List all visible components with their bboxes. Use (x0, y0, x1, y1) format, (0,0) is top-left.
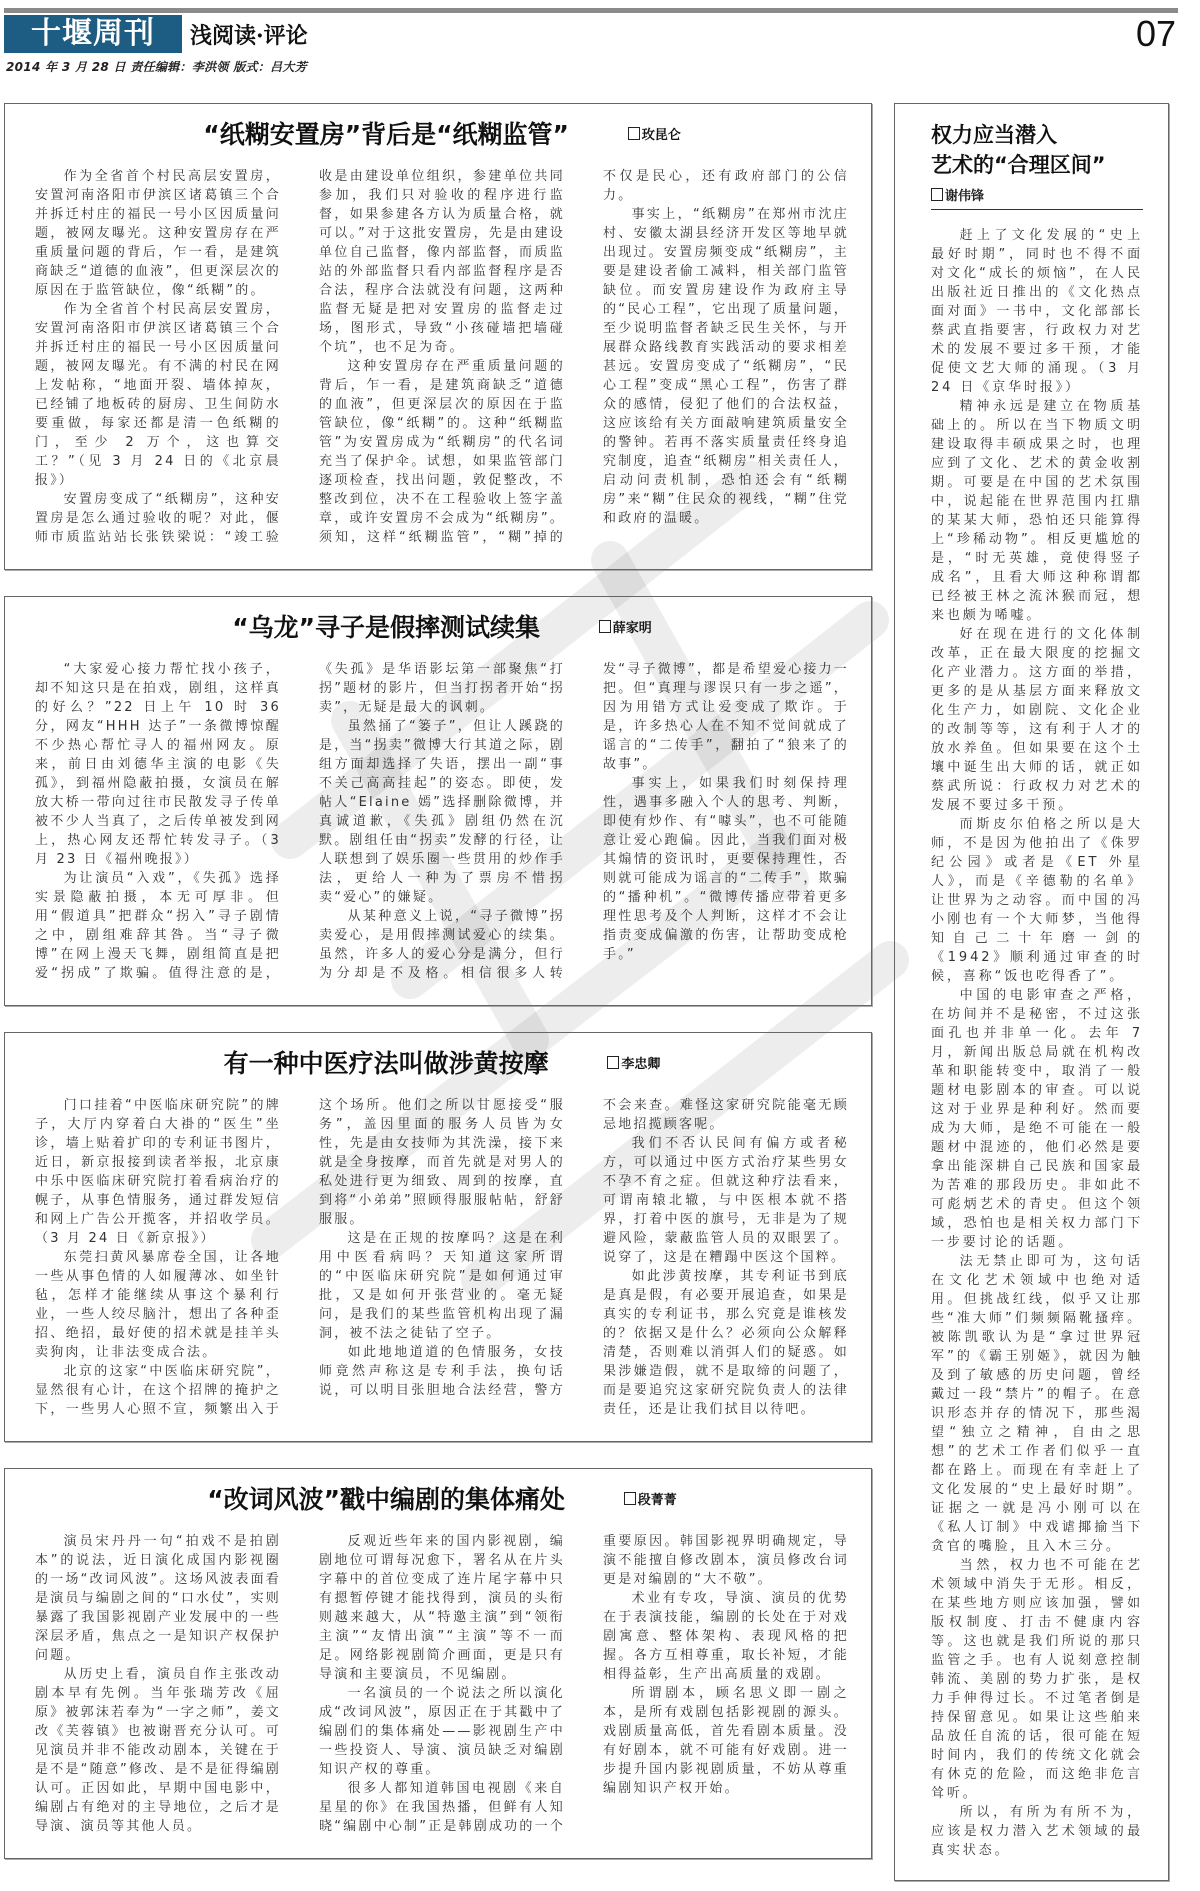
article-paragraph: 这是在正规的按摩吗？这是在利用中医看病吗？天知道这家所谓的“中医临床研究院”是如何通过审批，又是如何开张营业的。毫无疑问，是我们的某些监管机构出现了漏洞，被不法之徒钻了空子。 (319, 1231, 565, 1341)
article-paragraph: 所谓剧本，顾名思义即一剧之本，是所有戏剧包括影视剧的源头。戏剧质量高低，首先看剧本质量。没有好剧本，就不可能有好戏剧。进一步提升国内影视剧质量，不妨从尊重编剧知识产权开始。 (603, 1686, 849, 1796)
sidebar-paragraph: 精神永远是建立在物质基础上的。所以在当下物质文明建设取得丰硕成果之时，也理应到了文化、艺术的黄金收割期。可要是在中国的艺术氛围中，说起能在世界范围内扛鼎的某某大师，恐怕还只能算得上“珍稀动物”。相反更尴尬的是，“时无英雄，竟使得竖子成名”，且看大师这种称谓都已经被王林之流沐猴而冠，想来也颇为唏嘘。 (931, 399, 1143, 623)
sidebar-paragraph: 中国的电影审查之严格，在坊间并不是秘密，不过这张面孔也并非单一化。去年 7 月，新闻出版总局就在机构改革和职能转变中，取消了一般题材电影剧本的审查。可以说这对于业界是种利好。然而要成为大师，是绝不可能在一般题材中混迹的，他们必然是要拿出能深耕自己民族和国家最为苦难的那段历史。非如此不可彪炳艺术的青史。但这个领域，恐怕也是相关权力部门下一步要讨论的话题。 (931, 988, 1143, 1250)
article-paragraph: 为让演员“入戏”，《失孤》选择实景隐蔽拍摄，本无可厚非。但用“假道具”把群众“拐入”寻子剧情之中，剧组难辞其咎。当“寻子微博”在网上漫天飞舞，剧组简直是把爱“拐成”了欺骗。值得注意的是，《失孤》是华语影坛第一部聚焦“打拐”题材的影片，但当打拐者开始“拐卖”，无疑是最大的讽刺。 (35, 662, 565, 981)
author-name: 段菁菁 (637, 1493, 677, 1508)
section-name: 浅阅读·评论 (190, 23, 308, 49)
article-body (35, 1532, 849, 1836)
article-tcm-massage (4, 1032, 872, 1442)
sidebar-paragraph: 而斯皮尔伯格之所以是大师，不是因为他拍出了《侏罗纪公园》或者是《ET 外星人》，而是《辛德勒的名单》让世界为之动容。而中国的冯小刚也有一个大师梦，当他得知自己二十年磨一剑的《1942》顺利通过审查的时候，喜称“饭也吃得香了”。 (931, 817, 1143, 984)
article-body (35, 167, 849, 547)
article-title (35, 611, 849, 646)
sidebar-byline (931, 188, 1143, 210)
article-paragraph: 北京的这家“中医临床研究院”，显然很有心计，在这个招牌的掩护之下，一些男人心照不宣，频繁出入于这个场所。他们之所以甘愿接受“服务”，盖因里面的服务人员皆为女性，先是由女技师为其洗澡，接下来就是全身按摩，而首先就是对男人的私处进行更为细致、周到的按摩，直到将“小弟弟”照顾得服服帖帖，舒舒服服。 (35, 1098, 565, 1417)
newspaper-logo: 十堰周刊 (4, 15, 182, 53)
article-stack (4, 103, 872, 1869)
article-script-dispute (4, 1468, 872, 1859)
sidebar-paragraph: 法无禁止即可为，这句话在文化艺术领域中也绝对适用。但挑战红线，似乎又让那些“准大师”们频频隔靴搔痒。被陈凯歌认为是“拿过世界冠军”的《霸王别姬》，就因为触及到了敏感的历史问题，曾经戴过一段“禁片”的帽子。在意识形态并存的情况下，那些渴望“独立之精神，自由之思想”的艺术工作者们似乎一直都在路上。而现在有幸赶上了文化发展的“史上最好时期”。证据之一就是冯小刚可以在《私人订制》中戏谑揶揄当下贪官的嘴脸，且入木三分。 (931, 1254, 1143, 1554)
article-paragraph: 从历史上看，演员自作主张改动剧本早有先例。当年张瑞芳改《屈原》被郭沫若奉为“一字之师”，姜文改《芙蓉镇》也被谢晋充分认可。可见演员并非不能改动剧本，关键在于是不是“随意”修改、是不是征得编剧认可。正因如此，早期中国电影中，编剧占有绝对的主导地位，之后才是导演、演员等其他人员。 (35, 1667, 281, 1834)
sidebar-headline-line1: 权力应当潜入 (931, 123, 1057, 147)
article-paragraph: 事实上，“纸糊房”在郑州市沈庄村、安徽太湖县经济开发区等地早就出现过。安置房频变成“纸糊房”，主要是建设者偷工减料，相关部门监管缺位。而安置房建设作为政府主导的“民心工程”，它出现了质量问题，至少说明监督者缺乏民生关怀，与开展群众路线教育实践活动的要求相差甚远。安置房变成了“纸糊房”，“民心工程”变成“黑心工程”，伤害了群众的感情，侵犯了他们的合法权益，这应该给有关方面敲响建筑质量安全的警钟。若再不落实质量责任终身追究制度，追查“纸糊房”相关责任人，启动问责机制，恐怕还会有“纸糊房”来“糊”住民众的视线，“糊”住党和政府的温暖。 (603, 207, 849, 526)
article-paragraph: 从某种意义上说，“寻子微博”拐卖爱心，是用假摔测试爱心的续集。虽然，许多人的爱心分是满分，但行为分却是不及格。相信很多人转发“寻子微博”，都是希望爱心接力一把。但“真理与谬误只有一步之遥”，因为用错方式让爱变成了欺诈。于是，许多热心人在不知不觉间就成了谣言的“二传手”，翻拍了“狼来了的故事”。 (319, 662, 849, 981)
author-name: 谢伟锋 (945, 189, 985, 204)
sidebar-body (931, 226, 1143, 1860)
article-title (35, 1047, 849, 1082)
article-byline (599, 621, 652, 636)
article-paragraph: 这种安置房存在严重质量问题的背后，乍一看，是建筑商缺乏“道德的血液”，但更深层次的原因在于监管缺位，像“纸糊”的。这种“纸糊监管”为安置房成为“纸糊房”的代名词充当了保护伞。试想，如果监管部门逐项检查，找出问题，敦促整改，不整改到位，决不在工程验收上签字盖章，或许安置房不会成为“纸糊房”。须知，这样“纸糊监管”，“糊”掉的不仅是民心，还有政府部门的公信力。 (319, 169, 849, 545)
article-paragraph: 一名演员的一个说法之所以演化成“改词风波”，原因正在于其戳中了编剧们的集体痛处——影视剧生产中一些投资人、导演、演员缺乏对编剧知识产权的尊重。 (319, 1686, 565, 1777)
article-paragraph: 很多人都知道韩国电视剧《来自星星的你》在我国热播，但鲜有人知晓“编剧中心制”正是韩剧成功的一个重要原因。韩国影视界明确规定，导演不能擅自修改剧本，演员修改台词更是对编剧的“大不敬”。 (319, 1534, 849, 1834)
article-paragraph: 东莞扫黄风暴席卷全国，让各地一些从事色情的人如履薄冰、如坐针毡，怎样才能继续从事这个暴利行业，一些人绞尽脑汁，想出了各种歪招、绝招，最好使的招术就是挂羊头卖狗肉，让非法变成合法。 (35, 1250, 281, 1360)
article-headline: “纸糊安置房”背后是“纸糊监管” (203, 120, 569, 149)
sidebar-headline-line2: 艺术的“合理区间” (931, 153, 1106, 177)
article-paragraph: 我们不否认民间有偏方或者秘方，可以通过中医方式治疗某些男女不孕不育之症。但就这种疗法看来，可谓南辕北辙，与中医根本就不搭界，打着中医的旗号，无非是为了规避风险，蒙蔽监管人员的双眼罢了。说穿了，这是在糟蹋中医这个国粹。 (603, 1136, 849, 1265)
sidebar-paragraph: 赶上了文化发展的“史上最好时期”，同时也不得不面对文化“成长的烦恼”，在人民出版社近日推出的《文化热点面对面》一书中，文化部部长蔡武直指要害，行政权力对艺术的发展不要过多干预，才能促使文艺大师的涌现。（3 月 24 日《京华时报》） (931, 228, 1143, 395)
byline-square-icon (931, 188, 943, 201)
article-paragraph: 作为全省首个村民高层安置房，安置河南洛阳市伊滨区诸葛镇三个合并拆迁村庄的福民一号小区因质量问题，被网友曝光。有不满的村民在网上发帖称，“地面开裂、墙体掉灰，已经铺了地板砖的厨房、卫生间防水要重做，每家还都是清一色纸糊的门，至少 2 万个，这也算交工？”（见 3 月 24 日的《北京晨报》） (35, 302, 281, 488)
byline-square-icon (628, 127, 640, 140)
article-paragraph: 如此涉黄按摩，其专利证书到底是真是假，有必要开展追查，如果是真实的专利证书，那么究竟是谁核发的？依据又是什么？必须向公众解释清楚，否则难以消弭人们的疑惑。如果涉嫌造假，就不是取缔的问题了，而是要追究这家研究院负责人的法律责任，还是让我们拭目以待吧。 (603, 1269, 849, 1417)
byline-square-icon (607, 1056, 619, 1069)
author-name: 薛家明 (612, 621, 652, 636)
article-paragraph: 如此地地道道的色情服务，女技师竟然声称这是专利手法，换句话说，可以明目张胆地合法经营，警方不会来查。难怪这家研究院能毫无顾忌地招揽顾客呢。 (319, 1098, 849, 1398)
masthead-rule (4, 8, 1178, 13)
page-number: 07 (1135, 13, 1176, 54)
sidebar-article (894, 103, 1169, 1881)
article-byline (607, 1057, 660, 1072)
article-paragraph: 事实上，如果我们时刻保持理性，遇事多融入个人的思考、判断，即使有炒作、有“噱头”，也不可能随意让爱心跑偏。因此，当我们面对极其煽情的资讯时，更要保持理性，否则就可能成为谣言的“二传手”，欺骗的“播种机”。“微博传播应带着更多理性思考及个人判断，这样才不会让指责变成偏激的伤害，让帮助变成枪手。” (603, 776, 849, 962)
author-name: 李忠卿 (621, 1057, 661, 1072)
article-paper-housing (4, 103, 872, 570)
author-name: 玫昆仑 (641, 128, 681, 143)
article-paragraph: 演员宋丹丹一句“拍戏不是拍剧本”的说法，近日演化成国内影视圈的一场“改词风波”。这场风波表面看是演员与编剧之间的“口水仗”，实则暴露了我国影视剧产业发展中的一些深层矛盾，焦点之一是知识产权保护问题。 (35, 1534, 281, 1663)
sidebar-paragraph: 好在现在进行的文化体制改革，正在最大限度的挖掘文化产业潜力。这方面的举措，更多的是从基层方面来释放文化生产力，如剧院、文化企业的改制等等，这有利于人才的放水养鱼。但如果要在这个土壤中诞生出大师的话，就正如蔡武所说：行政权力对艺术的发展不要过多干预。 (931, 627, 1143, 813)
article-title (35, 118, 849, 153)
article-byline (624, 1493, 677, 1508)
article-headline: 有一种中医疗法叫做涉黄按摩 (223, 1049, 549, 1078)
sidebar-paragraph: 当然，权力也不可能在艺术领域中消失于无形。相反，在某些地方则应该加强，譬如版权制度、打击不健康内容等。这也就是我们所说的那只监管之手。也有人说刻意控制韩流、美剧的势力扩张，是权力手伸得过长。不过笔者倒是持保留意见。如果让这些舶来品放任自流的话，很可能在短时间内，我们的传统文化就会有休克的危险，而这绝非危言耸听。 (931, 1558, 1143, 1801)
article-body (35, 660, 849, 983)
sidebar-headline (931, 120, 1143, 180)
article-byline (628, 128, 681, 143)
article-fake-child-search (4, 596, 872, 1006)
article-paragraph: 作为全省首个村民高层安置房，安置河南洛阳市伊滨区诸葛镇三个合并拆迁村庄的福民一号小区因质量问题，被网友曝光。这种安置房存在严重质量问题的背后，乍一看，是建筑商缺乏“道德的血液”，但更深层次的原因在于监管缺位，像“纸糊”的。 (35, 169, 281, 298)
article-paragraph: 门口挂着“中医临床研究院”的牌子，大厅内穿着白大褂的“医生”坐诊，墙上贴着扩印的专利证书图片，近日，新京报接到读者举报，北京康中乐中医临床研究院打着看病治疗的幌子，从事色情服务，通过群发短信和网上广告公开揽客，并招收学员。（3 月 24 日《新京报》） (35, 1098, 281, 1246)
article-paragraph: 虽然捅了“篓子”，但让人蹊跷的是，当“拐卖”微博大行其道之际，剧组方面却选择了失语，摆出一副“事不关己高高挂起”的姿态。即使，发帖人“Elaine 嫣”选择删除微博，并真诚道歉，《失孤》剧组仍然在沉默。剧组任由“拐卖”发酵的行径，让人联想到了娱乐圈一些贯用的炒作手法，更给人一种为了票房不惜拐卖“爱心”的嫌疑。 (319, 719, 565, 905)
article-title (35, 1483, 849, 1518)
dateline: 2014 年 3 月 28 日 责任编辑：李洪领 版式：吕大芳 (6, 60, 307, 74)
byline-square-icon (599, 620, 611, 633)
article-body (35, 1096, 849, 1419)
article-paragraph: 术业有专攻，导演、演员的优势在于表演技能，编剧的长处在于对戏剧寓意、整体架构、表现风格的把握。各方互相尊重，取长补短，才能相得益彰，生产出高质量的戏剧。 (603, 1591, 849, 1682)
article-paragraph: 反观近些年来的国内影视剧，编剧地位可谓每况愈下，署名从在片头字幕中的首位变成了连片尾字幕中只有摁暂停键才能找得到，演员的头衔则越来越大，从“特邀主演”到“领衔主演”“友情出演”“主演”等不一而足。网络影视剧简介画面，更是只有导演和主要演员，不见编剧。 (319, 1534, 565, 1682)
article-headline: “改词风波”戳中编剧的集体痛处 (207, 1485, 566, 1514)
article-paragraph: “大家爱心接力帮忙找小孩子，却不知这只是在拍戏，剧组，这样真的好么？”22 日上午 10 时 36 分，网友“HHH 达子”一条微博惊醒不少热心帮忙寻人的福州网友。原来，前日由刘德华主演的电影《失孤》，到福州隐蔽拍摄，女演员在解放大桥一带向过往市民散发寻子传单被不少人当真了，之后传单被发到网上，热心网友还帮忙转发寻子。（3 月 23 日《福州晚报》） (35, 662, 281, 867)
byline-square-icon (624, 1492, 636, 1505)
sidebar-paragraph: 所以，有所为有所不为，应该是权力潜入艺术领域的最真实状态。 (931, 1805, 1143, 1858)
article-headline: “乌龙”寻子是假摔测试续集 (232, 613, 541, 642)
article-paragraph: 安置房变成了“纸糊房”，这种安置房是怎么通过验收的呢？对此，偃师市质监站站长张铁梁说：“竣工验收是由建设单位组织，参建单位共同参加，我们只对验收的程序进行监督，如果参建各方认为质量合格，就可以。”对于这批安置房，先是由建设单位自己监督，像内部监督，而质监站的外部监督只看内部监督程序是否合法，程序合法就没有问题，这两种监督无疑是把对安置房的监督走过场，图形式，导致“小孩碰墙把墙碰个坑”，也不足为奇。 (35, 169, 565, 545)
